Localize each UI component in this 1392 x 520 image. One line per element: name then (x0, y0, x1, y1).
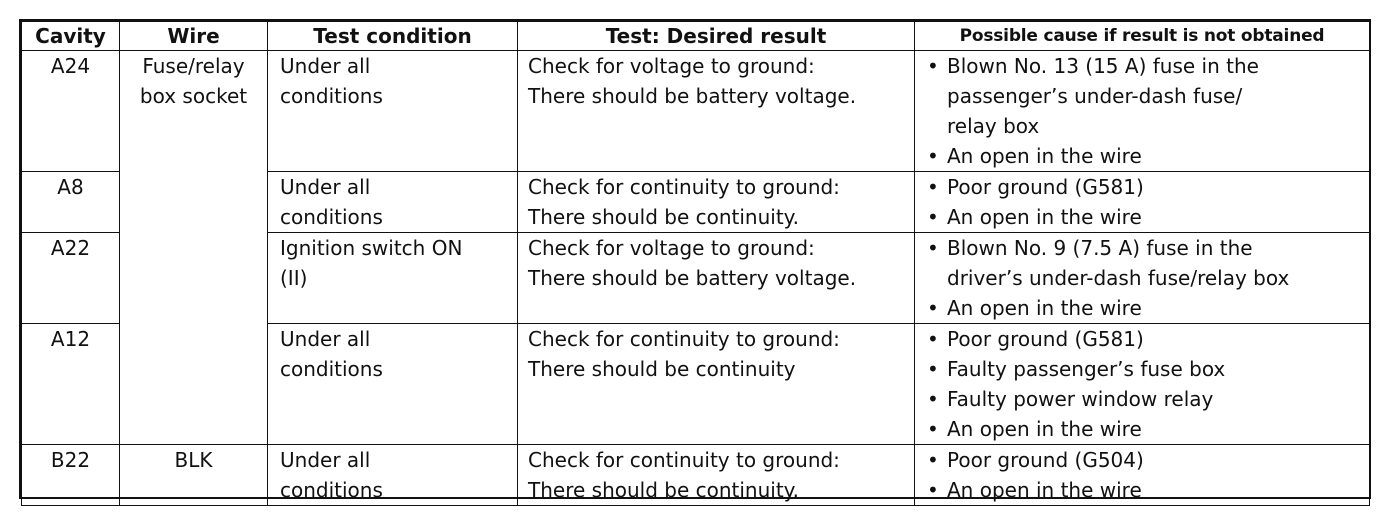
cause-line: Blown No. 13 (15 A) fuse in the (947, 54, 1259, 78)
wire-cell (120, 51, 268, 445)
cavity-cell (22, 172, 120, 233)
cause-line: relay box (947, 114, 1040, 138)
cause-item (925, 475, 1367, 505)
inspection-table-sheet (19, 19, 1371, 502)
cause-line: Poor ground (G504) (947, 448, 1144, 472)
result-cell (518, 172, 915, 233)
result-line: There should be continuity. (528, 478, 800, 502)
bullet-icon: • (927, 54, 939, 78)
table-row-b22 (22, 445, 1370, 506)
cause-item (925, 172, 1367, 202)
cause-line: An open in the wire (947, 144, 1142, 168)
cause-line: An open in the wire (947, 296, 1142, 320)
condition-line: conditions (280, 84, 383, 108)
wire-label-line: box socket (139, 84, 248, 108)
bullet-icon: • (927, 296, 939, 320)
result-line: Check for voltage to ground: (528, 236, 815, 260)
condition-line: Ignition switch ON (280, 236, 463, 260)
bullet-icon: • (927, 357, 939, 381)
cause-item (925, 384, 1367, 414)
bullet-icon: • (927, 144, 939, 168)
result-line: Check for continuity to ground: (528, 327, 840, 351)
condition-cell (268, 445, 518, 506)
cause-item (925, 354, 1367, 384)
cavity-cell (22, 51, 120, 172)
cause-line: An open in the wire (947, 205, 1142, 229)
cause-item (925, 51, 1367, 141)
cause-line: Faulty passenger’s fuse box (947, 357, 1226, 381)
header-desired-result: Test: Desired result (518, 22, 915, 51)
cause-cell (915, 324, 1370, 445)
condition-cell (268, 172, 518, 233)
cause-item (925, 324, 1367, 354)
result-cell (518, 233, 915, 324)
header-wire: Wire (120, 22, 268, 51)
condition-line: conditions (280, 357, 383, 381)
result-line: Check for continuity to ground: (528, 448, 840, 472)
cause-line: passenger’s under-dash fuse/ (947, 84, 1243, 108)
condition-line: conditions (280, 478, 383, 502)
condition-line: (II) (280, 266, 308, 290)
terminal-test-table (21, 21, 1370, 506)
wire-label: BLK (174, 448, 213, 472)
condition-line: Under all (280, 448, 371, 472)
cause-item (925, 293, 1367, 323)
cause-line: An open in the wire (947, 478, 1142, 502)
wire-label-line: Fuse/relay (142, 54, 245, 78)
result-line: There should be battery voltage. (528, 84, 857, 108)
cause-line: Blown No. 9 (7.5 A) fuse in the (947, 236, 1253, 260)
result-cell (518, 445, 915, 506)
wire-cell (120, 445, 268, 506)
bullet-icon: • (927, 417, 939, 441)
header-row (22, 22, 1370, 51)
cause-list (925, 51, 1367, 171)
condition-cell (268, 51, 518, 172)
cause-cell (915, 233, 1370, 324)
condition-line: Under all (280, 175, 371, 199)
cause-cell (915, 172, 1370, 233)
condition-cell (268, 233, 518, 324)
header-cavity: Cavity (22, 22, 120, 51)
cause-line: An open in the wire (947, 417, 1142, 441)
cause-item (925, 233, 1367, 293)
cause-item (925, 202, 1367, 232)
result-line: There should be battery voltage. (528, 266, 857, 290)
bullet-icon: • (927, 175, 939, 199)
cavity-label: A22 (50, 236, 91, 260)
table-row-a24 (22, 51, 1370, 172)
cause-line: Faulty power window relay (947, 387, 1214, 411)
result-cell (518, 324, 915, 445)
cavity-cell (22, 233, 120, 324)
cause-line: Poor ground (G581) (947, 175, 1144, 199)
condition-line: Under all (280, 54, 371, 78)
cause-list (925, 172, 1367, 232)
cavity-label: A24 (50, 54, 91, 78)
header-possible-cause: Possible cause if result is not obtained (915, 22, 1370, 51)
cause-list (925, 324, 1367, 444)
cause-cell (915, 51, 1370, 172)
bullet-icon: • (927, 327, 939, 351)
result-line: Check for voltage to ground: (528, 54, 815, 78)
cavity-label: A12 (50, 327, 91, 351)
cavity-cell (22, 445, 120, 506)
condition-cell (268, 324, 518, 445)
bullet-icon: • (927, 387, 939, 411)
cause-item (925, 141, 1367, 171)
cause-line: driver’s under-dash fuse/relay box (947, 266, 1290, 290)
bullet-icon: • (927, 448, 939, 472)
header-test-condition: Test condition (268, 22, 518, 51)
cause-cell (915, 445, 1370, 506)
bullet-icon: • (927, 236, 939, 260)
bullet-icon: • (927, 205, 939, 229)
result-line: There should be continuity. (528, 205, 800, 229)
cavity-label: B22 (50, 448, 91, 472)
cavity-cell (22, 324, 120, 445)
result-line: Check for continuity to ground: (528, 175, 840, 199)
cause-item (925, 414, 1367, 444)
condition-line: conditions (280, 205, 383, 229)
cause-list (925, 445, 1367, 505)
cause-line: Poor ground (G581) (947, 327, 1144, 351)
cause-item (925, 445, 1367, 475)
result-cell (518, 51, 915, 172)
cause-list (925, 233, 1367, 323)
result-line: There should be continuity (528, 357, 796, 381)
condition-line: Under all (280, 327, 371, 351)
bullet-icon: • (927, 478, 939, 502)
cavity-label: A8 (57, 175, 84, 199)
